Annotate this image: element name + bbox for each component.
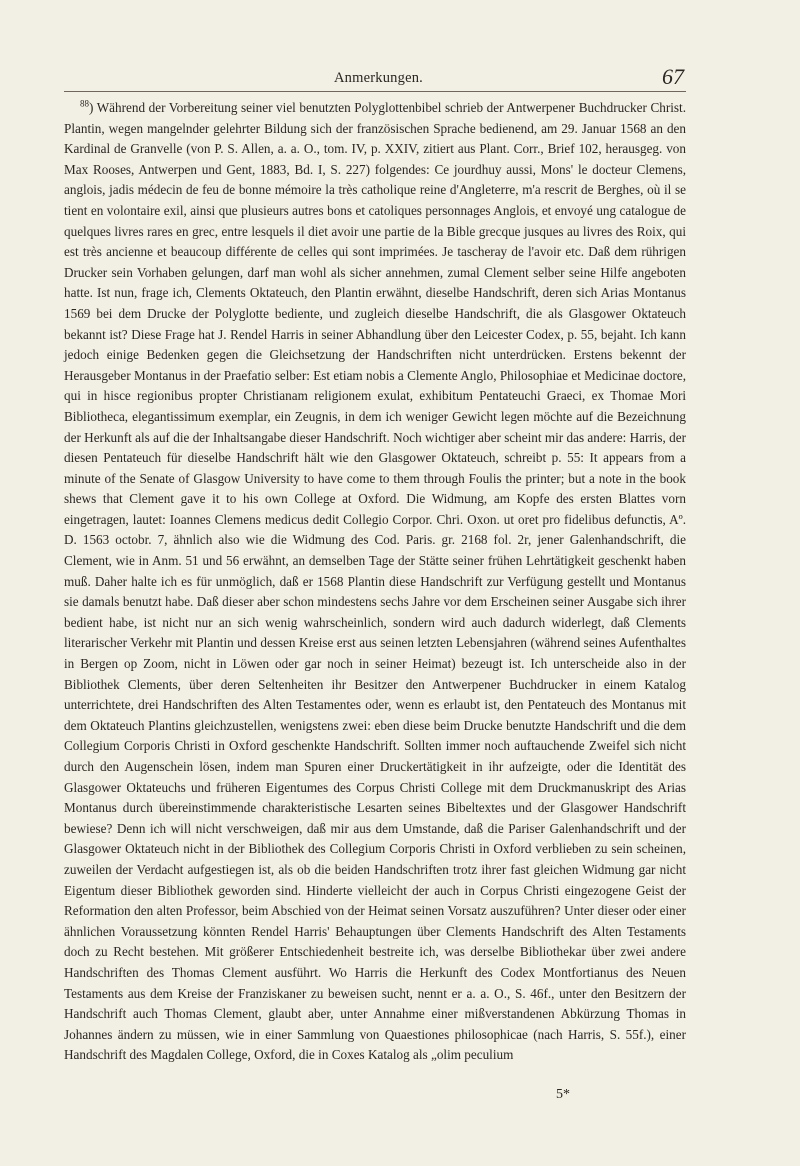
footnote-paragraph (64, 98, 686, 1066)
footnote-body: ) Während der Vorbereitung seiner viel benutzten Polyglottenbibel schrieb der Antwerpener Buchdrucker Christ. Plantin, wegen mangelnder gelehrter Bildung sich der französischen Sprache bedienend, am 29. Januar 1568 an den Kardinal de Granvelle (von P. S. Allen, a. a. O., tom. IV, p. XXIV, zitiert aus Plant. Corr., Brief 102, herausgeg. von Max Rooses, Antwerpen und Gent, 1883, Bd. I, S. 227) folgendes: Ce jourdhuy aussi, Mons' le docteur Clemens, anglois, jadis médecin de feu de bonne mémoire la très catholique reine d'Angleterre, m'a rescrit de Berghes, où il se tient en volontaire exil, ainsi que plusieurs autres bons et catoliques personnages Anglois, et envoyé ung catalogue de quelques livres rares en grec, entre lesquels il diet avoir une partie de la Bible grecque jusques au livres des Roix, qui est très ancienne et beaucoup différente de celles qui sont imprimées. Je tascheray de l'avoir etc. Daß dem rührigen Drucker sein Vorhaben gelungen, darf man wohl als sicher annehmen, zumal Clement selber seine Hilfe angeboten hatte. Ist nun, frage ich, Clements Oktateuch, den Plantin erwähnt, dieselbe Handschrift, deren sich Arias Montanus 1569 bei dem Drucke der Polyglotte bediente, und zugleich dieselbe Handschrift, die als Glasgower Oktateuch bekannt ist? Diese Frage hat J. Rendel Harris in seiner Abhandlung über den Leicester Codex, p. 55, bejaht. Ich kann jedoch einige Bedenken gegen die Gleichsetzung der Handschriften nicht unterdrücken. Erstens bekennt der Herausgeber Montanus in der Praefatio selber: Est etiam nobis a Clemente Anglo, Philosophiae et Medicinae doctore, qui in hisce regionibus propter Christianam religionem exulat, exhibitum Pentateuchi Graeci, ex Thomae Mori Bibliotheca, elegantissimum exemplar, ein Zeugnis, in dem ich weniger Gewicht legen möchte auf die Bezeichnung der Herkunft als auf die der Inhaltsangabe dieser Handschrift. Noch wichtiger aber scheint mir das andere: Harris, der diesen Pentateuch für dieselbe Handschrift hält wie den Glasgower Oktateuch, schreibt p. 55: It appears from a minute of the Senate of Glasgow University to have come to them through Foulis the printer; but a note in the book shews that Clement gave it to his own College at Oxford. Die Widmung, am Kopfe des ersten Blattes vorn eingetragen, lautet: Ioannes Clemens medicus dedit Collegio Corpor. Chri. Oxon. ut oret pro fidelibus defunctis, Aº. D. 1563 octobr. 7, ähnlich also wie die Widmung des Cod. Paris. gr. 2168 fol. 2r, jener Galenhandschrift, die Clement, wie in Anm. 51 und 56 erwähnt, an demselben Tage der Stätte seiner frühen Lehrtätigkeit geschenkt haben muß. Daher halte ich es für unmöglich, daß er 1568 Plantin diese Handschrift zur Verfügung gestellt und Montanus sie damals benutzt habe. Daß dieser aber schon mindestens sechs Jahre vor dem Erscheinen seiner Ausgabe sich ihrer bedient habe, ist nicht nur an sich wenig wahrscheinlich, sondern wird auch dadurch widerlegt, daß Clements literarischer Verkehr mit Plantin und dessen Kreise erst aus seinen letzten Lebensjahren (während seines Aufenthaltes in Bergen op Zoom, nicht in Löwen oder gar noch in seiner Heimat) bezeugt ist. Ich unterscheide also in der Bibliothek Clements, über deren Seltenheiten ihr Besitzer den Antwerpener Buchdrucker in einem Katalog unterrichtete, drei Handschriften des Alten Testamentes oder, wenn es erlaubt ist, den Pentateuch des Montanus mit dem Oktateuch Plantins gleichzustellen, wenigstens zwei: eben diese beim Drucke benutzte Handschrift und die dem Collegium Corporis Christi in Oxford geschenkte Handschrift. Sollten immer noch auftauchende Zweifel sich nicht durch den Augenschein lösen, indem man Spuren einer Druckertätigkeit in ihr aufzeigte, oder die Identität des Glasgower Oktateuchs und früheren Eigentumes des Corpus Christi College mit dem Druckmanuskript des Arias Montanus durch übereinstimmende charakteristische Lesarten seines Bibeltextes und der Glasgower Handschrift bewiese? Denn ich will nicht verschweigen, daß mir aus dem Umstande, daß die Pariser Galenhandschrift und der Glasgower Oktateuch nicht in der Bibliothek des Collegium Corporis Christi in Oxford verblieben zu sein scheinen, zuweilen der Verdacht aufgestiegen ist, als ob die beiden Handschriften trotz ihrer fast gleichen Widmung gar nicht Eigentum dieser Bibliothek geworden sind. Hinderte vielleicht der auch in Corpus Christi eingezogene Geist der Reformation den alten Professor, beim Abschied von der Heimat seinen Vorsatz auszuführen? Unter dieser oder einer ähnlichen Voraussetzung könnten Rendel Harris' Behauptungen über Clements Handschrift des Alten Testaments doch zu Recht bestehen. Mit größerer Entschiedenheit bestreite ich, was derselbe Bibliothekar über zwei andere Handschriften des Thomas Clement ausführt. Wo Harris die Herkunft des Codex Montfortianus des Neuen Testaments aus dem Kreise der Franziskaner zu beweisen sucht, nennt er a. a. O., S. 46f., unter den Besitzern der Handschrift auch Thomas Clement, glaubt aber, unter Annahme einer mißverstandenen Abkürzung Thomas in Johannes ändern zu müssen, wie in einer Sammlung von Quaestiones philosophicae (nach Harris, S. 55f.), einer Handschrift des Magdalen College, Oxford, die in Coxes Katalog als „olim peculium (64, 100, 686, 1063)
page-header (64, 62, 686, 92)
footnote-number: 88 (80, 98, 89, 109)
page-number: 67 (662, 64, 684, 89)
header-rule (64, 91, 686, 92)
printer-signature: 5* (556, 1087, 570, 1102)
running-head: Anmerkungen. (334, 70, 423, 86)
footnote-text (64, 98, 686, 1066)
